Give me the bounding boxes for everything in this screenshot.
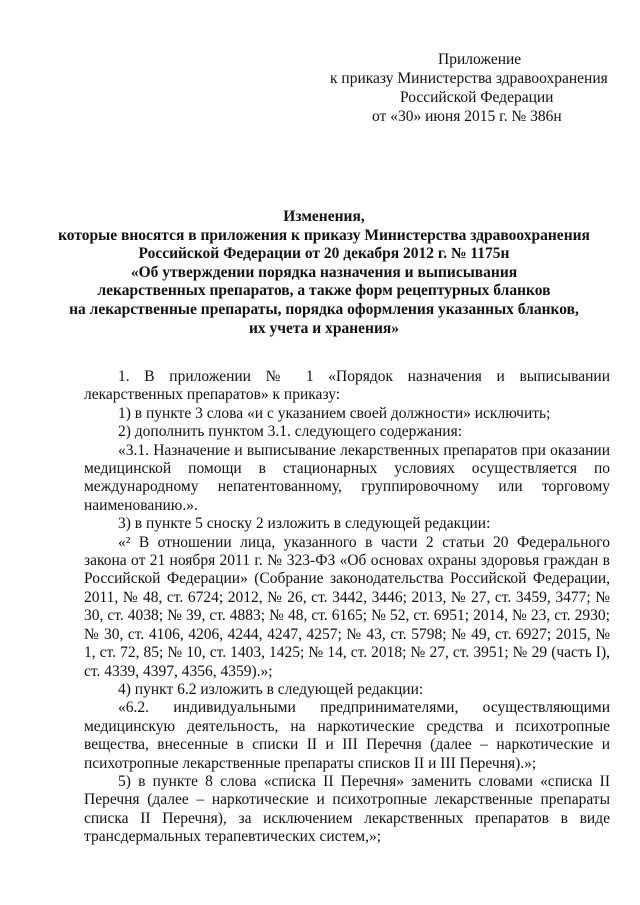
paragraph-1-5: 5) в пункте 8 слова «списка II Перечня» заменить словами «списка II Перечня (далее – наркотические и психотропные лекарственные препараты списка II Перечня), за исключением лекарственных препаратов в виде трансдермальных терапевтических систем,»; [84,772,610,846]
appendix-line: от «30» июня 2015 г. № 386н [372,108,562,125]
appendix-line: к приказу Министерства здравоохранения [330,70,608,87]
title-line: «Об утверждении порядка назначения и выписывания [130,263,518,281]
paragraph-6-2-quote: «6.2. индивидуальными предпринимателями, осуществляющими медицинскую деятельность, на наркотические средства и психотропные вещества, внесенные в списки II и III Перечня (далее – наркотические и психотропные лекарственные препараты списков II и III Перечня).»; [84,699,610,772]
paragraph-1: 1. В приложении № 1 «Порядок назначения и выписывании лекарственных препаратов» к приказу: [84,368,610,404]
paragraph-1-2: 2) дополнить пунктом 3.1. следующего содержания: [118,423,463,441]
appendix-line: Российской Федерации [400,89,554,106]
appendix-line: Приложение [438,51,522,68]
title-line: Российской Федерации от 20 декабря 2012 г. № 1175н [138,245,510,263]
title-line: на лекарственные препараты, порядка оформления указанных бланков, [69,300,579,318]
footnote-2-quote: «² В отношении лица, указанного в части 2 статьи 20 Федерального закона от 21 ноября 2011 г. № 323-ФЗ «Об основах охраны здоровья граждан в Российской Федерации» (Собрание законодательства Российской Федерации, 2011, № 48, ст. 6724; 2012, № 26, ст. 3442, 3446; 2013, № 27, ст. 3459, 3477; № 30, ст. 4038; № 39, ст. 4883; № 48, ст. 6165; № 52, ст. 6951; 2014, № 23, ст. 2930; № 30, ст. 4106, 4206, 4244, 4247, 4257; № 43, ст. 5798; № 49, ст. 6927; 2015, № 1, ст. 72, 85; № 10, ст. 1403, 1425; № 14, ст. 2018; № 27, ст. 3951; № 29 (часть I), ст. 4339, 4397, 4356, 4359).»; [84,533,610,680]
title-line: Изменения, [283,208,365,225]
title-line: их учета и хранения» [248,319,400,337]
title-line: лекарственных препаратов, а также форм рецептурных бланков [97,282,551,300]
paragraph-1-1: 1) в пункте 3 слова «и с указанием своей должности» исключить; [118,404,551,422]
paragraph-3-1-quote: «3.1. Назначение и выписывание лекарственных препаратов при оказании медицинской помощи в стационарных условиях осуществляется по международному непатентованному, группировочному или торговому наименованию.». [84,441,610,514]
appendix-header [330,50,630,126]
document-title [40,208,608,338]
document-body [84,368,610,847]
title-line: которые вносятся в приложения к приказу Министерства здравоохранения [58,226,590,244]
paragraph-1-4: 4) пункт 6.2 изложить в следующей редакции: [118,680,424,698]
paragraph-1-3: 3) в пункте 5 сноску 2 изложить в следующей редакции: [118,515,491,533]
